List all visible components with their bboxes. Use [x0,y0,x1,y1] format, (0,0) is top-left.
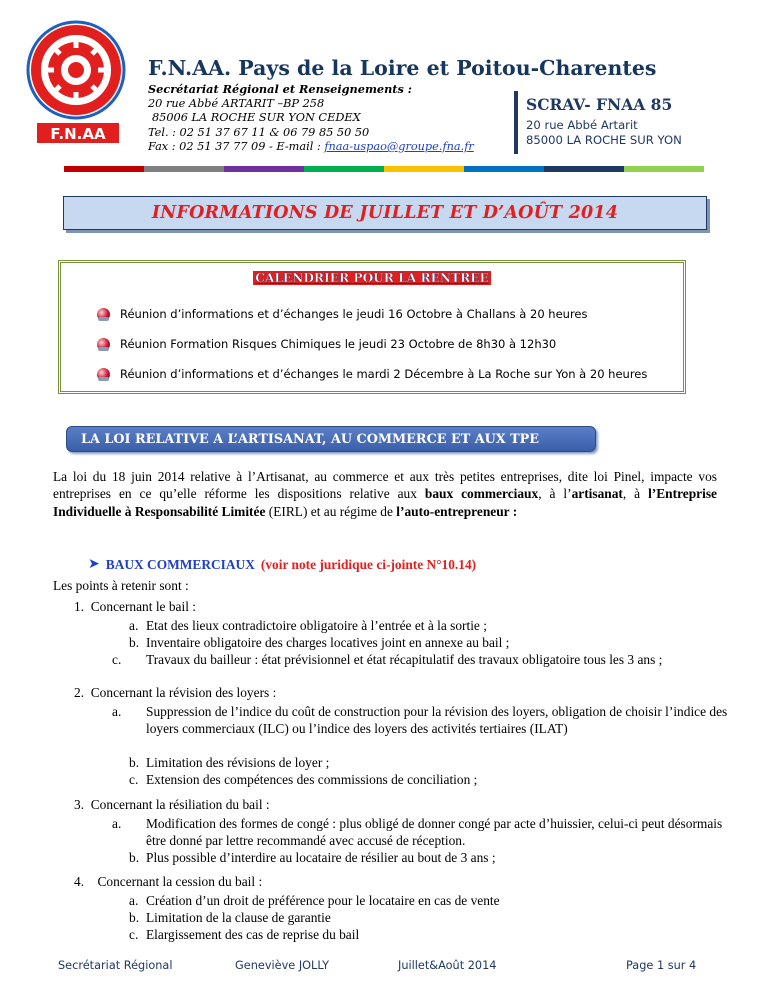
sub-text: Extension des compétences des commissions de conciliation ; [146,772,478,787]
sub-label: a. [112,816,122,831]
calendar-box [58,260,686,394]
color-strip-segment [304,166,384,172]
section-heading [66,426,596,452]
list-text: Concernant le bail : [90,599,196,614]
header-address-2: 85006 LA ROCHE SUR YON CEDEX [152,111,361,124]
color-strip-segment [384,166,464,172]
bullet-icon [97,308,110,321]
sub-item [129,892,717,909]
sub-item [129,634,717,651]
arrow-bullet-icon: ➤ [88,557,100,572]
list-text: Concernant la révision des loyers : [90,685,277,700]
sub-label: b. [129,755,140,770]
sub-item [129,849,717,866]
footer-date: Juillet&Août 2014 [398,959,497,972]
color-strip-segment [224,166,304,172]
sub-text: Etat des lieux contradictoire obligatoire à l’entrée et à la sortie ; [146,618,487,633]
intro-bold: baux commerciaux [424,486,539,502]
footer-left: Secrétariat Régional [58,959,173,972]
sub-item [129,754,717,771]
scrav-address-1: 20 rue Abbé Artarit [526,118,638,132]
intro-text: La loi du 18 juin 2014 relative à l’Artisanat, au commerce et aux très petites entreprises, dite loi Pinel, impacte vos entreprises en ce qu’elle réforme les dispositions relative aux [53,469,717,502]
calendar-item [97,307,588,321]
header-tel: Tel. : 02 51 37 67 11 & 06 79 85 50 50 [148,126,370,139]
retain-label: Les points à retenir sont : [53,578,189,593]
calendar-title-wrap [61,269,683,287]
section-heading-text: LA LOI RELATIVE A L’ARTISANAT, AU COMMERCE ET AUX TPE [81,431,540,447]
list-item [74,874,262,890]
intro-text: , à [622,486,649,502]
sub-label: c. [129,927,139,942]
list-item [74,685,276,701]
sub-label: a. [129,618,139,633]
calendar-title: CALENDRIER POUR LA RENTREE [255,271,489,285]
list-item [74,797,270,813]
scrav-title: SCRAV- FNAA 85 [526,95,673,114]
intro-text: (EIRL) et au régime de [265,503,397,519]
list-item [74,599,196,615]
sub-text: Limitation de la clause de garantie [146,910,331,925]
calendar-item-text: Réunion d’informations et d’échanges le mardi 2 Décembre à La Roche sur Yon à 20 heures [120,367,648,381]
title-banner [63,196,707,230]
header-address-1: 20 rue Abbé ARTARIT –BP 258 [148,97,325,110]
color-strip-segment [624,166,704,172]
color-strip-segment [464,166,544,172]
calendar-item [97,367,647,381]
list-num: 2. [74,685,85,700]
list-text: Concernant la résiliation du bail : [90,797,270,812]
color-strip-segment [544,166,624,172]
color-strip-segment [144,166,224,172]
sub-label: a. [112,704,122,719]
intro-bold: l’Entreprise Individuelle à Responsabilité Limitée [53,486,717,519]
sub-item [129,617,717,634]
footer-page: Page 1 sur 4 [626,959,697,972]
sub-text: Suppression de l’indice du coût de construction pour la révision des loyers, obligation de choisir l’indice des loyers commerciaux (ILC) ou l’indice des loyers des activités tertiaires (ILAT) [146,704,728,736]
scrav-address-2: 85000 LA ROCHE SUR YON [526,133,682,147]
baux-label: BAUX COMMERCIAUX [105,556,255,572]
sub-label: c. [129,772,139,787]
sub-text: Travaux du bailleur : état prévisionnel et état récapitulatif des travaux obligatoire tous les 3 ans ; [146,652,663,667]
header-divider [514,91,518,154]
header-subtitle: Secrétariat Régional et Renseignements : [148,82,412,96]
bullet-icon [97,368,110,381]
sub-item [112,815,734,849]
intro-bold: artisanat [571,486,623,502]
bullet-icon [97,338,110,351]
color-strip [64,166,704,172]
sub-text: Limitation des révisions de loyer ; [146,755,330,770]
calendar-item-text: Réunion Formation Risques Chimiques le jeudi 23 Octobre de 8h30 à 12h30 [120,337,557,351]
fax-text: Fax : 02 51 37 77 09 - E-mail : [148,140,325,153]
list-num: 1. [74,599,85,614]
sub-item [112,651,734,668]
sub-label: b. [129,850,140,865]
sub-label: b. [129,635,140,650]
sub-item [112,703,734,737]
header-fax [148,140,474,153]
list-text: Concernant la cession du bail : [97,874,263,889]
sub-label: c. [112,652,122,667]
sub-text: Plus possible d’interdire au locataire de résilier au bout de 3 ans ; [146,850,496,865]
intro-bold: l’auto-entrepreneur : [396,503,518,519]
color-strip-segment [64,166,144,172]
page-title: INFORMATIONS DE JUILLET ET D’AOÛT 2014 [151,203,619,223]
sub-item [129,909,717,926]
fnaa-logo [22,18,130,146]
email-link[interactable]: fnaa-uspao@groupe.fna.fr [324,140,474,153]
sub-item [129,771,717,788]
calendar-item [97,337,556,351]
baux-heading [88,556,476,573]
org-title: F.N.AA. Pays de la Loire et Poitou-Charentes [148,56,657,80]
footer-author: Geneviève JOLLY [235,959,330,972]
sub-item [129,926,717,943]
intro-paragraph [53,468,717,520]
list-num: 4. [74,874,85,889]
calendar-item-text: Réunion d’informations et d’échanges le jeudi 16 Octobre à Challans à 20 heures [120,307,588,321]
sub-text: Modification des formes de congé : plus obligé de donner congé par acte d’huissier, celui-ci peut désormais être donné par lettre recommandé avec accusé de réception. [146,816,723,848]
sub-text: Inventaire obligatoire des charges locatives joint en annexe au bail ; [146,635,510,650]
sub-text: Elargissement des cas de reprise du bail [146,927,360,942]
sub-label: b. [129,910,140,925]
sub-label: a. [129,893,139,908]
baux-note[interactable]: (voir note juridique ci-jointe N°10.14) [260,556,477,572]
logo-text: F.N.AA [50,125,106,143]
sub-text: Création d’un droit de préférence pour le locataire en cas de vente [146,893,500,908]
list-num: 3. [74,797,85,812]
intro-text: , à l’ [538,486,572,502]
